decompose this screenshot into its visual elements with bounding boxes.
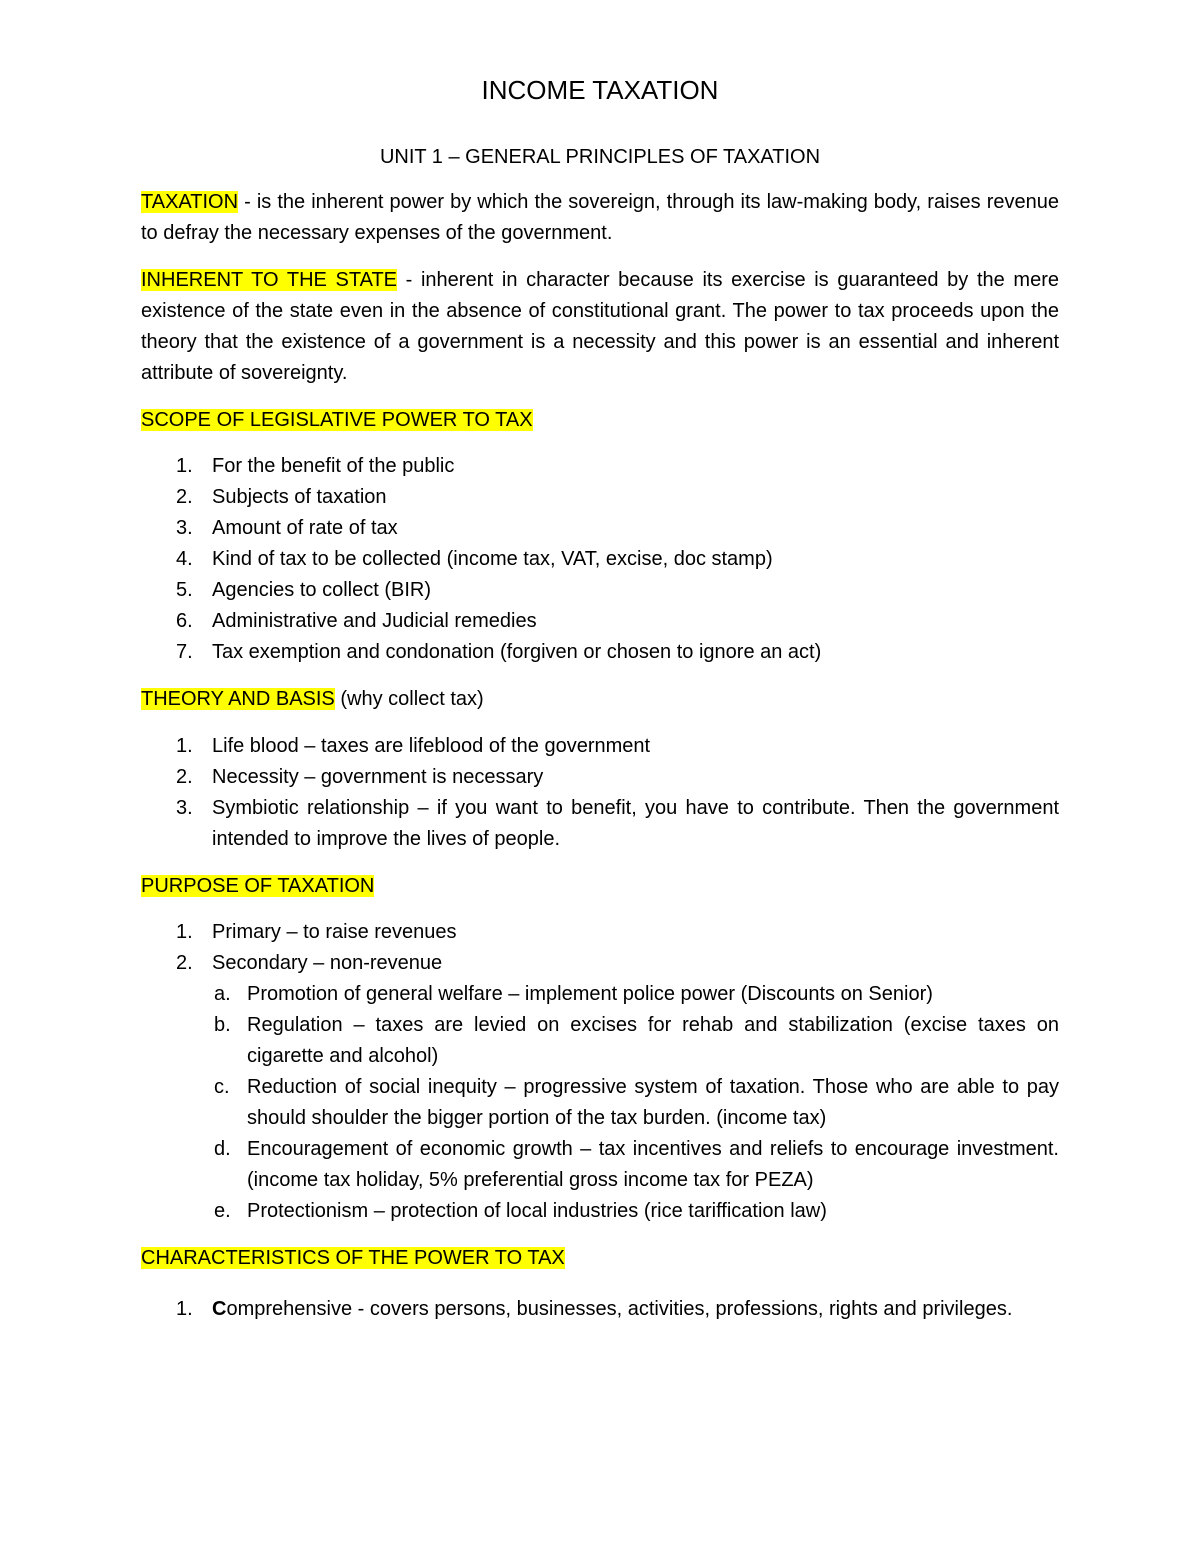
theory-heading-line (141, 684, 1059, 715)
list-item: a. Promotion of general welfare – implement police power (Discounts on Senior) (214, 983, 933, 1005)
list-item: e. Protectionism – protection of local industries (rice tariffication law) (214, 1200, 827, 1222)
list-item: 1. Life blood – taxes are lifeblood of the government (176, 735, 651, 757)
list-item: 1. Primary – to raise revenues (176, 921, 457, 943)
taxation-term: TAXATION (141, 191, 239, 213)
document-title: INCOME TAXATION (481, 75, 719, 105)
theory-note: (why collect tax) (334, 688, 484, 710)
list-item: 6. Administrative and Judicial remedies (176, 610, 537, 632)
list-item: 2. Subjects of taxation (176, 486, 387, 508)
inherent-text: - inherent in character because its exercise is guaranteed by the mere existence of the state even in the absence of constitutional grant. The power to tax proceeds upon the theory that the existence of a government is a necessity and this power is an essential and inherent attribute of sovereignty. (141, 269, 1059, 384)
inherent-term: INHERENT TO THE STATE (141, 269, 398, 291)
taxation-definition (141, 187, 1059, 249)
scope-heading-line (141, 405, 1059, 436)
taxation-text: - is the inherent power by which the sovereign, through its law-making body, raises revenue to defray the necessary expenses of the government. (141, 191, 1059, 244)
purpose-list (141, 917, 1059, 979)
theory-list-wrap (141, 731, 1059, 855)
purpose-list-wrap (141, 917, 1059, 1227)
purpose-sublist (141, 979, 1059, 1227)
characteristics-list-wrap (141, 1294, 1059, 1325)
scope-list (141, 451, 1059, 668)
purpose-heading: PURPOSE OF TAXATION (141, 875, 375, 897)
scope-heading: SCOPE OF LEGISLATIVE POWER TO TAX (141, 409, 533, 431)
characteristics-heading: CHARACTERISTICS OF THE POWER TO TAX (141, 1247, 565, 1269)
list-item: 7. Tax exemption and condonation (forgiven or chosen to ignore an act) (176, 641, 822, 663)
first-letter: C (212, 1298, 227, 1320)
list-item: c. Reduction of social inequity – progressive system of taxation. Those who are able to pay should shoulder the bigger portion of the tax burden. (income tax) (214, 1076, 1059, 1129)
list-item: 1. Comprehensive - covers persons, businesses, activities, professions, rights and privileges. (176, 1298, 1013, 1320)
list-item: d. Encouragement of economic growth – tax incentives and reliefs to encourage investment. (income tax holiday, 5% preferential gross income tax for PEZA) (214, 1138, 1059, 1191)
purpose-heading-line (141, 871, 1059, 902)
unit-heading: UNIT 1 – GENERAL PRINCIPLES OF TAXATION (379, 146, 821, 168)
characteristics-list (141, 1294, 1059, 1325)
list-item: 3. Amount of rate of tax (176, 517, 398, 539)
list-item: 3. Symbiotic relationship – if you want to benefit, you have to contribute. Then the government intended to improve the lives of people. (176, 797, 1059, 850)
scope-list-wrap (141, 451, 1059, 668)
list-item: 2. Secondary – non-revenue (176, 952, 443, 974)
list-item: 4. Kind of tax to be collected (income tax, VAT, excise, doc stamp) (176, 548, 773, 570)
list-item: 1. For the benefit of the public (176, 455, 455, 477)
list-item: 2. Necessity – government is necessary (176, 766, 544, 788)
list-item: b. Regulation – taxes are levied on excises for rehab and stabilization (excise taxes on cigarette and alcohol) (214, 1014, 1059, 1067)
theory-list (141, 731, 1059, 855)
inherent-definition (141, 265, 1059, 389)
characteristics-heading-line (141, 1243, 1059, 1274)
theory-heading: THEORY AND BASIS (141, 688, 335, 710)
list-item: 5. Agencies to collect (BIR) (176, 579, 431, 601)
